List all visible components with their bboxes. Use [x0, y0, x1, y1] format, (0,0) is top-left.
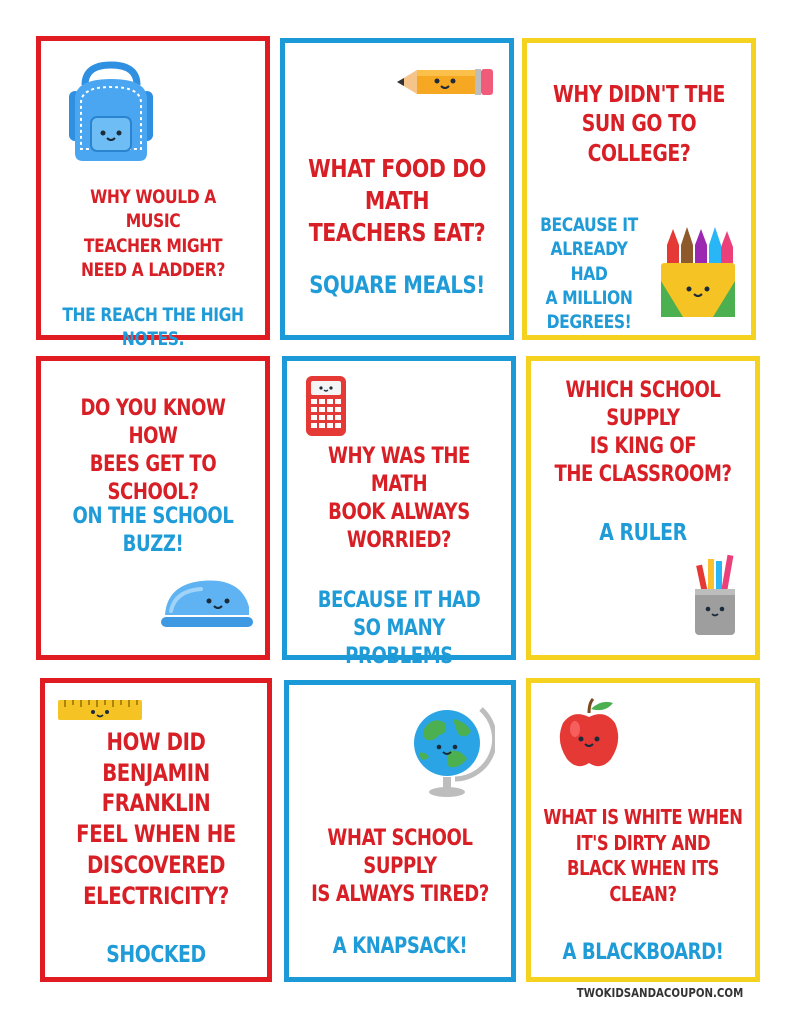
joke-card-5	[282, 356, 516, 670]
card-4-question: DO YOU KNOW HOW BEES GET TO SCHOOL?	[80, 396, 226, 506]
ruler-icon	[57, 697, 143, 723]
card-9-question: WHAT IS WHITE WHEN IT'S DIRTY AND BLACK WHEN ITS CLEAN?	[543, 805, 743, 906]
joke-card-3	[522, 38, 756, 340]
card-6-question: WHICH SCHOOL SUPPLY IS KING OF THE CLASSROOM?	[554, 378, 732, 488]
stapler-icon	[157, 571, 257, 631]
card-8-question: WHAT SCHOOL SUPPLY IS ALWAYS TIRED?	[311, 826, 489, 908]
card-5-question: WHY WAS THE MATH BOOK ALWAYS WORRIED?	[328, 444, 470, 554]
card-8-answer: A KNAPSACK!	[332, 934, 468, 959]
joke-card-2	[280, 38, 514, 340]
joke-card-8	[284, 680, 516, 982]
card-5-answer: BECAUSE IT HAD SO MANY PROBLEMS	[317, 588, 481, 670]
site-watermark: TWOKIDSANDACOUPON.COM	[576, 986, 744, 1000]
joke-card-9	[526, 678, 760, 982]
card-3-answer: BECAUSE IT ALREADY HAD A MILLION DEGREES!	[540, 214, 638, 334]
joke-card-1	[36, 36, 270, 351]
joke-card-4	[36, 356, 270, 660]
backpack-icon	[63, 57, 159, 167]
card-4-answer: ON THE SCHOOL BUZZ!	[72, 504, 234, 558]
card-1-answer: THE REACH THE HIGH NOTES.	[62, 304, 244, 351]
joke-card-7	[40, 678, 272, 982]
joke-card-6	[526, 356, 760, 660]
crayon-box-icon	[659, 223, 737, 319]
pencil-cup-icon	[691, 549, 739, 637]
calculator-icon	[305, 375, 347, 437]
card-2-question: WHAT FOOD DO MATH TEACHERS EAT?	[308, 154, 486, 247]
card-3-question: WHY DIDN'T THE SUN GO TO COLLEGE?	[553, 82, 725, 167]
card-2-answer: SQUARE MEALS!	[309, 271, 485, 299]
card-7-answer: SHOCKED	[106, 942, 206, 968]
pencil-icon	[395, 65, 495, 99]
card-9-answer: A BLACKBOARD!	[562, 940, 724, 965]
apple-icon	[557, 697, 621, 771]
card-7-question: HOW DID BENJAMIN FRANKLIN FEEL WHEN HE DISCOVERED ELECTRICITY?	[76, 728, 236, 910]
card-6-answer: A RULER	[599, 520, 687, 546]
globe-icon	[405, 699, 495, 799]
card-1-question: WHY WOULD A MUSIC TEACHER MIGHT NEED A LADDER?	[81, 186, 225, 281]
